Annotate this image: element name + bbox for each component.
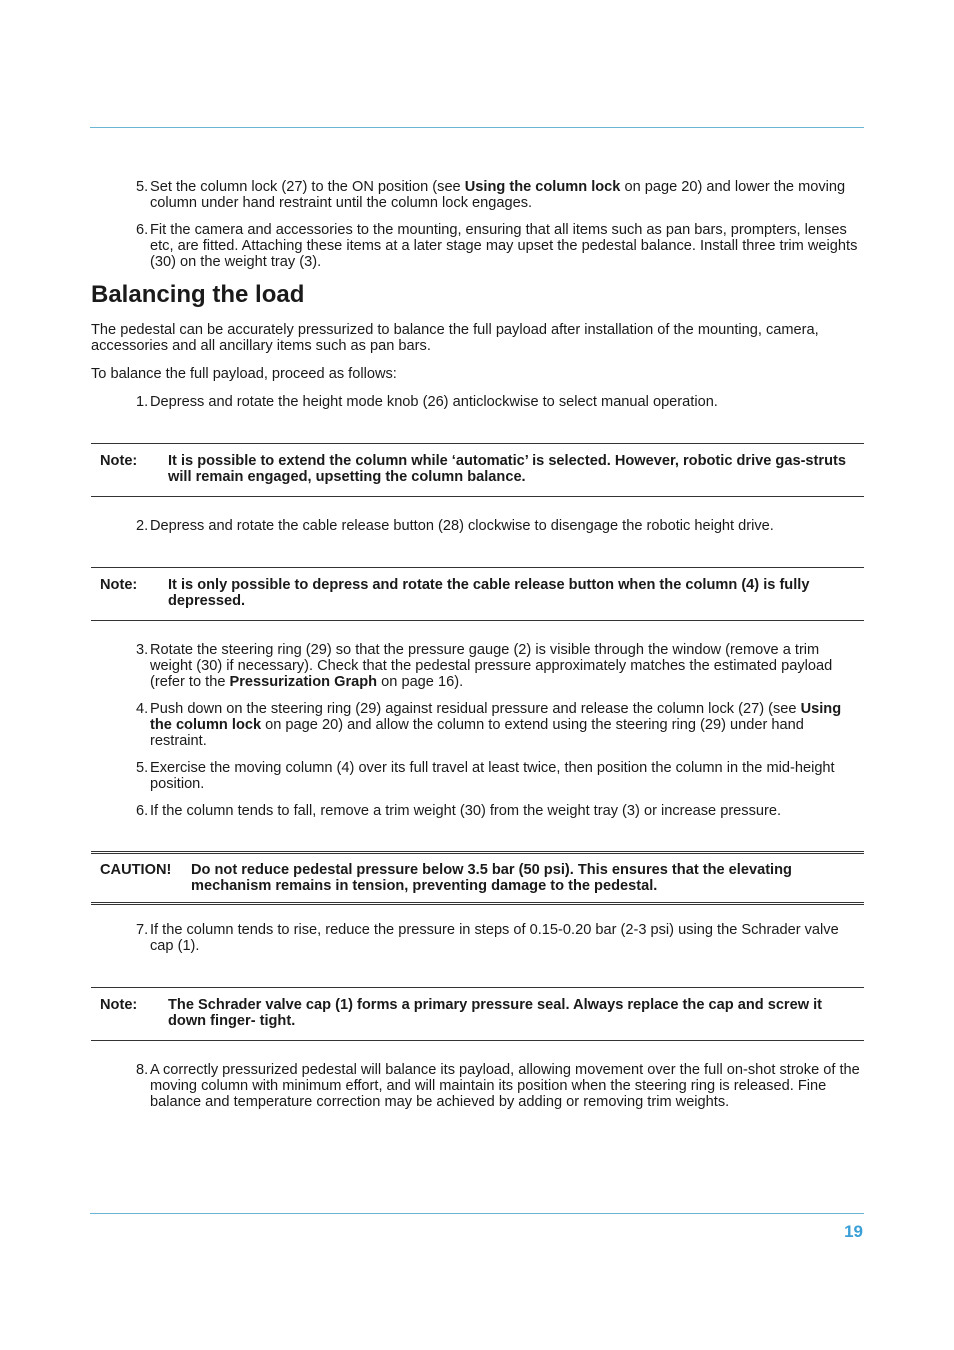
step-number: 2. [136, 518, 149, 534]
note-text: The Schrader valve cap (1) forms a primary pressure seal. Always replace the cap and screw it down finger- tight. [168, 997, 823, 1029]
note-label: Note: [100, 577, 138, 593]
note-box-2 [91, 567, 864, 621]
link-using-column-lock[interactable]: Using the column lock [464, 179, 621, 195]
lead-paragraph: To balance the full payload, proceed as follows: [91, 366, 397, 382]
link-pressurization-graph[interactable]: Pressurization Graph [229, 674, 378, 690]
step-number: 8. [136, 1062, 149, 1078]
intro-paragraph: The pedestal can be accurately pressurized to balance the full payload after installation of the mounting, camera, accessories and all ancillary items such as pan bars. [91, 322, 819, 354]
step-6-fit-camera: 6. Fit the camera and accessories to the mounting, ensuring that all items such as pan bars, prompters, lenses etc, are fitted. Attaching these items at a later stage may upset the pedestal balance. Install three trim weights (30) on the weight tray (3). [136, 222, 858, 270]
note-box-1 [91, 443, 864, 497]
note-box-3 [91, 987, 864, 1041]
page-content [91, 179, 864, 1121]
step-2: 2. Depress and rotate the cable release button (28) clockwise to disengage the robotic height drive. [136, 518, 774, 534]
step-4: 4. Push down on the steering ring (29) against residual pressure and release the column lock (27) (see Using the column lock on page 20) and allow the column to extend using the steering ring (29) under hand restraint. [136, 701, 842, 749]
step-number: 7. [136, 922, 149, 938]
step-1: 1. Depress and rotate the height mode knob (26) anticlockwise to select manual operation. [136, 394, 718, 410]
note-label: Note: [100, 453, 138, 469]
step-8: 8. A correctly pressurized pedestal will balance its payload, allowing movement over the full on-shot stroke of the moving column with minimum effort, and will maintain its position when the steering ring is released. Fine balance and temperature correction may be achieved by adding or removing trim weights. [136, 1062, 860, 1110]
step-number: 1. [136, 394, 149, 410]
note-text: It is only possible to depress and rotate the cable release button when the column (4) is fully depressed. [168, 577, 810, 609]
step-7: 7. If the column tends to rise, reduce the pressure in steps of 0.15-0.20 bar (2-3 psi) using the Schrader valve cap (1). [136, 922, 839, 954]
step-5: 5. Exercise the moving column (4) over its full travel at least twice, then position the column in the mid-height position. [136, 760, 835, 792]
link-using-column-lock[interactable]: Using the column lock [150, 701, 842, 733]
step-number: 3. [136, 642, 149, 658]
caution-box [91, 851, 864, 905]
step-5-column-lock: 5. Set the column lock (27) to the ON position (see Using the column lock on page 20) and lower the moving column under hand restraint until the column lock engages. [136, 179, 846, 211]
header-rule [90, 127, 864, 128]
step-number: 4. [136, 701, 149, 717]
section-heading: Balancing the load [91, 281, 305, 308]
page-number: 19 [844, 1222, 863, 1241]
step-6: 6. If the column tends to fall, remove a trim weight (30) from the weight tray (3) or increase pressure. [136, 803, 782, 819]
caution-label: CAUTION! [100, 862, 172, 878]
caution-text: Do not reduce pedestal pressure below 3.5 bar (50 psi). This ensures that the elevating mechanism remains in tension, preventing damage to the pedestal. [191, 862, 792, 894]
step-3: 3. Rotate the steering ring (29) so that the pressure gauge (2) is visible through the window (remove a trim weight (30) if necessary). Check that the pedestal pressure approximately matches the estimated payload (refer to the Pressurization Graph on page 16). [136, 642, 833, 690]
step-number: 5. [136, 179, 149, 195]
step-number: 6. [136, 803, 149, 819]
note-label: Note: [100, 997, 138, 1013]
step-number: 6. [136, 222, 149, 238]
step-number: 5. [136, 760, 149, 776]
footer-rule [90, 1213, 864, 1214]
note-text: It is possible to extend the column while ‘automatic’ is selected. However, robotic drive gas-struts will remain engaged, upsetting the column balance. [168, 453, 846, 485]
